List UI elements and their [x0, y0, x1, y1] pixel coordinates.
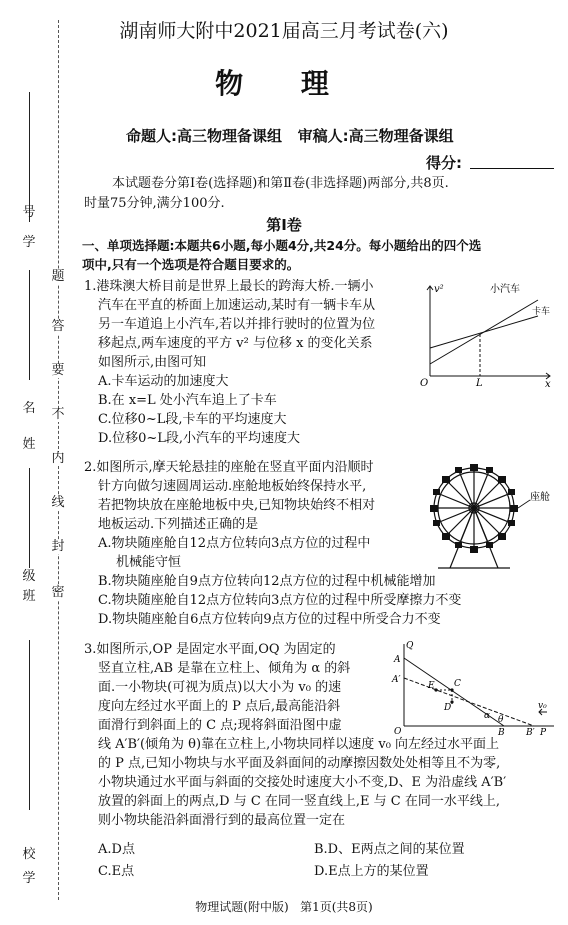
q3-line-2: 竖直立柱,AB 是靠在立柱上、倾角为 α 的斜 — [98, 661, 351, 676]
q3-label-E: E — [428, 681, 435, 691]
label-ming: 名 — [22, 401, 36, 416]
q3-incline-figure — [384, 638, 560, 736]
q1-figure-car: 小汽车 — [490, 284, 520, 295]
q3-option-d: D.E点上方的某位置 — [314, 864, 429, 879]
name-line — [29, 270, 30, 380]
q1-option-d: D.位移0~L段,小汽车的平均速度大 — [98, 431, 301, 446]
q3-line-7: 的 P 点,已知小物块与水平面及斜面间的动摩擦因数处处相等且不为零, — [98, 756, 501, 771]
seal-char-bu: 不 — [51, 407, 65, 422]
seal-char-ti: 题 — [51, 269, 65, 284]
q3-label-P: P — [540, 728, 547, 736]
label-ji: 级 — [22, 569, 36, 584]
q3-label-C: C — [454, 679, 461, 689]
seal-char-feng: 封 — [51, 539, 65, 554]
seal-char-nei: 内 — [51, 451, 65, 466]
q3-label-A: A — [394, 655, 401, 665]
q3-label-theta: θ — [498, 715, 504, 725]
q1-line-2: 汽车在平直的桥面上加速运动,某时有一辆卡车从 — [98, 298, 376, 313]
q1-figure-x: x — [545, 379, 551, 390]
q3-line-1: 3.如图所示,OP 是固定水平面,OQ 为固定的 — [84, 642, 336, 657]
q1-figure-truck: 卡车 — [532, 307, 551, 317]
q1-option-b: B.在 x=L 处小汽车追上了卡车 — [98, 393, 277, 408]
seal-char-da: 答 — [51, 319, 65, 334]
q1-line-3: 另一车道追上小汽车,若以并排行驶时的位置为位 — [98, 317, 376, 332]
q3-line-8: 小物块通过水平面与斜面的交接处时速度大小不变,D、E 为沿虚线 A′B′ — [98, 775, 507, 790]
q2-line-1: 2.如图所示,摩天轮悬挂的座舱在竖直平面内沿顺时 — [84, 460, 374, 475]
q3-option-a: A.D点 — [98, 842, 135, 857]
q3-line-3: 面.一小物块(可视为质点)以大小为 v₀ 的速 — [98, 680, 342, 695]
q1-figure-origin: O — [420, 378, 429, 389]
q1-figure-v2: v² — [434, 284, 444, 295]
seal-char-mi: 密 — [51, 585, 65, 600]
q1-line-5: 如图所示,由图可知 — [98, 355, 207, 370]
section-1-title: 第Ⅰ卷 — [266, 216, 302, 234]
q3-option-b: B.D、E两点之间的某位置 — [314, 842, 465, 857]
q2-line-3: 若把物块放在座舱地板中央,已知物块始终不相对 — [98, 498, 376, 513]
q1-line-1: 1.港珠澳大桥目前是世界上最长的跨海大桥.一辆小 — [84, 279, 374, 294]
q1-figure — [418, 278, 558, 390]
q2-line-4: 地板运动.下列描述正确的是 — [98, 517, 259, 532]
q3-line-9: 放置的斜面上的两点,D 与 C 在同一竖直线上,E 与 C 在同一水平线上, — [98, 794, 500, 809]
subject-title: 物 理 — [215, 67, 353, 100]
q3-label-Q: Q — [406, 641, 414, 651]
school-line — [29, 640, 30, 810]
q2-ferris-wheel-figure — [420, 456, 560, 576]
q2-option-a-cont: 机械能守恒 — [116, 555, 182, 570]
page-footer: 物理试题(附中版) 第1页(共8页) — [195, 900, 373, 914]
intro-line-1: 本试题卷分第Ⅰ卷(选择题)和第Ⅱ卷(非选择题)两部分,共8页. — [112, 176, 449, 191]
label-xue: 学 — [22, 235, 36, 250]
intro-line-2: 时量75分钟,满分100分. — [84, 196, 225, 211]
q2-option-c: C.物块随座舱自12点方位转向3点方位的过程中所受摩擦力不变 — [98, 593, 462, 608]
section-1-instructions-2: 项中,只有一个选项是符合题目要求的。 — [82, 257, 300, 272]
class-line — [29, 468, 30, 568]
section-1-instructions-1: 一、单项选择题:本题共6小题,每小题4分,共24分。每小题给出的四个选 — [82, 238, 482, 253]
binding-margin — [0, 0, 70, 925]
authors-line: 命题人:高三物理备课组 审稿人:高三物理备课组 — [126, 127, 454, 145]
q2-option-b: B.物块随座舱自9点方位转向12点方位的过程中机械能增加 — [98, 574, 436, 589]
q3-line-4: 度向左经过水平面上的 P 点后,最高能沿斜 — [98, 699, 341, 714]
q3-option-c: C.E点 — [98, 864, 135, 879]
q1-option-c: C.位移0~L段,卡车的平均速度大 — [98, 412, 287, 427]
q1-figure-L: L — [476, 378, 483, 389]
q3-label-B: B — [498, 728, 505, 736]
q3-label-alpha: α — [484, 711, 491, 721]
label-ban: 班 — [22, 589, 36, 604]
q3-label-B-prime: B′ — [526, 728, 535, 736]
seal-char-xian: 线 — [51, 495, 65, 510]
q3-line-6: 线 A′B′(倾角为 θ)靠在立柱上,小物块同样以速度 v₀ 向左经过水平面上 — [98, 737, 500, 752]
student-id-line — [29, 92, 30, 222]
q3-label-O: O — [394, 727, 402, 736]
q3-line-10: 则小物块能沿斜面滑行到的最高位置一定在 — [98, 813, 346, 828]
label-xiao: 校 — [22, 847, 36, 862]
q1-line-4: 移起点,两车速度的平方 v² 与位移 x 的变化关系 — [98, 336, 373, 351]
seal-char-yao: 要 — [51, 363, 65, 378]
q3-line-5: 面滑行到斜面上的 C 点;现将斜面沿图中虚 — [98, 718, 342, 733]
q3-label-A-prime: A′ — [392, 675, 401, 685]
q2-option-a: A.物块随座舱自12点方位转向3点方位的过程中 — [98, 536, 371, 551]
label-hao: 号 — [22, 205, 36, 220]
q1-option-a: A.卡车运动的加速度大 — [98, 374, 229, 389]
score-blank[interactable] — [470, 168, 554, 169]
q2-cabin-label: 座舱 — [530, 492, 550, 503]
q2-line-2: 针方向做匀速圆周运动.座舱地板始终保持水平, — [98, 479, 367, 494]
q2-option-d: D.物块随座舱自6点方位转向9点方位的过程中所受合力不变 — [98, 612, 441, 627]
q3-label-D: D — [444, 703, 452, 713]
label-xue2: 学 — [22, 871, 36, 886]
exam-title: 湖南师大附中2021届高三月考试卷(六) — [119, 20, 449, 42]
q3-label-v0: v₀ — [538, 701, 547, 711]
label-xing: 姓 — [22, 437, 36, 452]
score-label: 得分: — [426, 154, 462, 172]
